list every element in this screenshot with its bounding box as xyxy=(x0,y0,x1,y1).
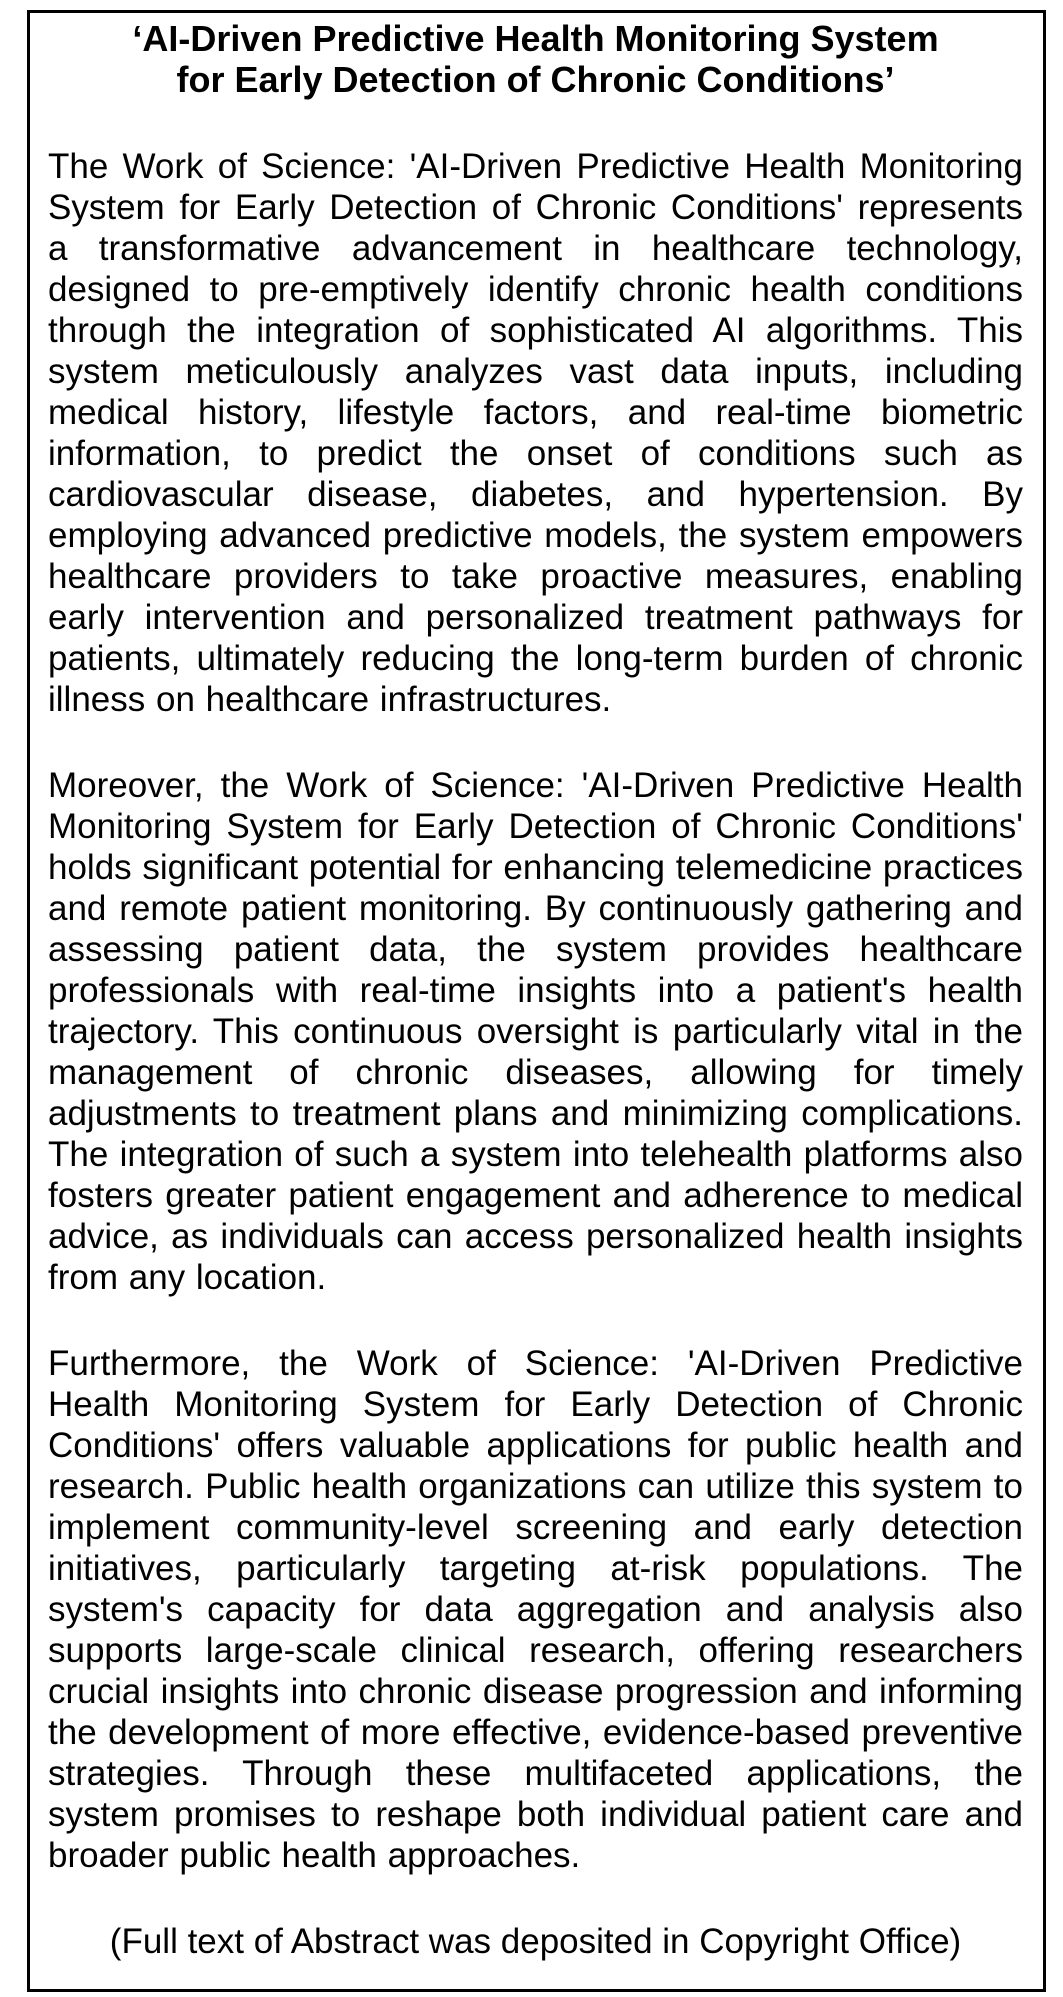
copyright-deposit-note: (Full text of Abstract was deposited in Copyright Office) xyxy=(109,1922,962,1961)
document-title-line2: for Early Detection of Chronic Conditions’ xyxy=(176,59,895,100)
abstract-paragraph-2: Moreover, the Work of Science: 'AI-Driven Predictive Health Monitoring System for Early Detection of Chronic Conditions' holds significant potential for enhancing telemedicine practices and remote patient monitoring. By continuously gathering and assessing patient data, the system provides healthcare professionals with real-time insights into a patient's health trajectory. This continuous oversight is particularly vital in the management of chronic diseases, allowing for timely adjustments to treatment plans and minimizing complications. The integration of such a system into telehealth platforms also fosters greater patient engagement and adherence to medical advice, as individuals can access personalized health insights from any location. xyxy=(48,766,1023,1297)
abstract-paragraph-1: The Work of Science: 'AI-Driven Predictive Health Monitoring System for Early Detection of Chronic Conditions' represents a transformative advancement in healthcare technology, designed to pre-emptively identify chronic health conditions through the integration of sophisticated AI algorithms. This system meticulously analyzes vast data inputs, including medical history, lifestyle factors, and real-time biometric information, to predict the onset of conditions such as cardiovascular disease, diabetes, and hypertension. By employing advanced predictive models, the system empowers healthcare providers to take proactive measures, enabling early intervention and personalized treatment pathways for patients, ultimately reducing the long-term burden of chronic illness on healthcare infrastructures. xyxy=(48,147,1023,719)
document-title xyxy=(48,18,1023,100)
document-title-line1: ‘AI-Driven Predictive Health Monitoring System xyxy=(132,18,939,59)
abstract-paragraph-3: Furthermore, the Work of Science: 'AI-Driven Predictive Health Monitoring System for Early Detection of Chronic Conditions' offers valuable applications for public health and research. Public health organizations can utilize this system to implement community-level screening and early detection initiatives, particularly targeting at-risk populations. The system's capacity for data aggregation and analysis also supports large-scale clinical research, offering researchers crucial insights into chronic disease progression and informing the development of more effective, evidence-based preventive strategies. Through these multifaceted applications, the system promises to reshape both individual patient care and broader public health approaches. xyxy=(48,1344,1023,1875)
abstract-document-page xyxy=(27,10,1046,1992)
